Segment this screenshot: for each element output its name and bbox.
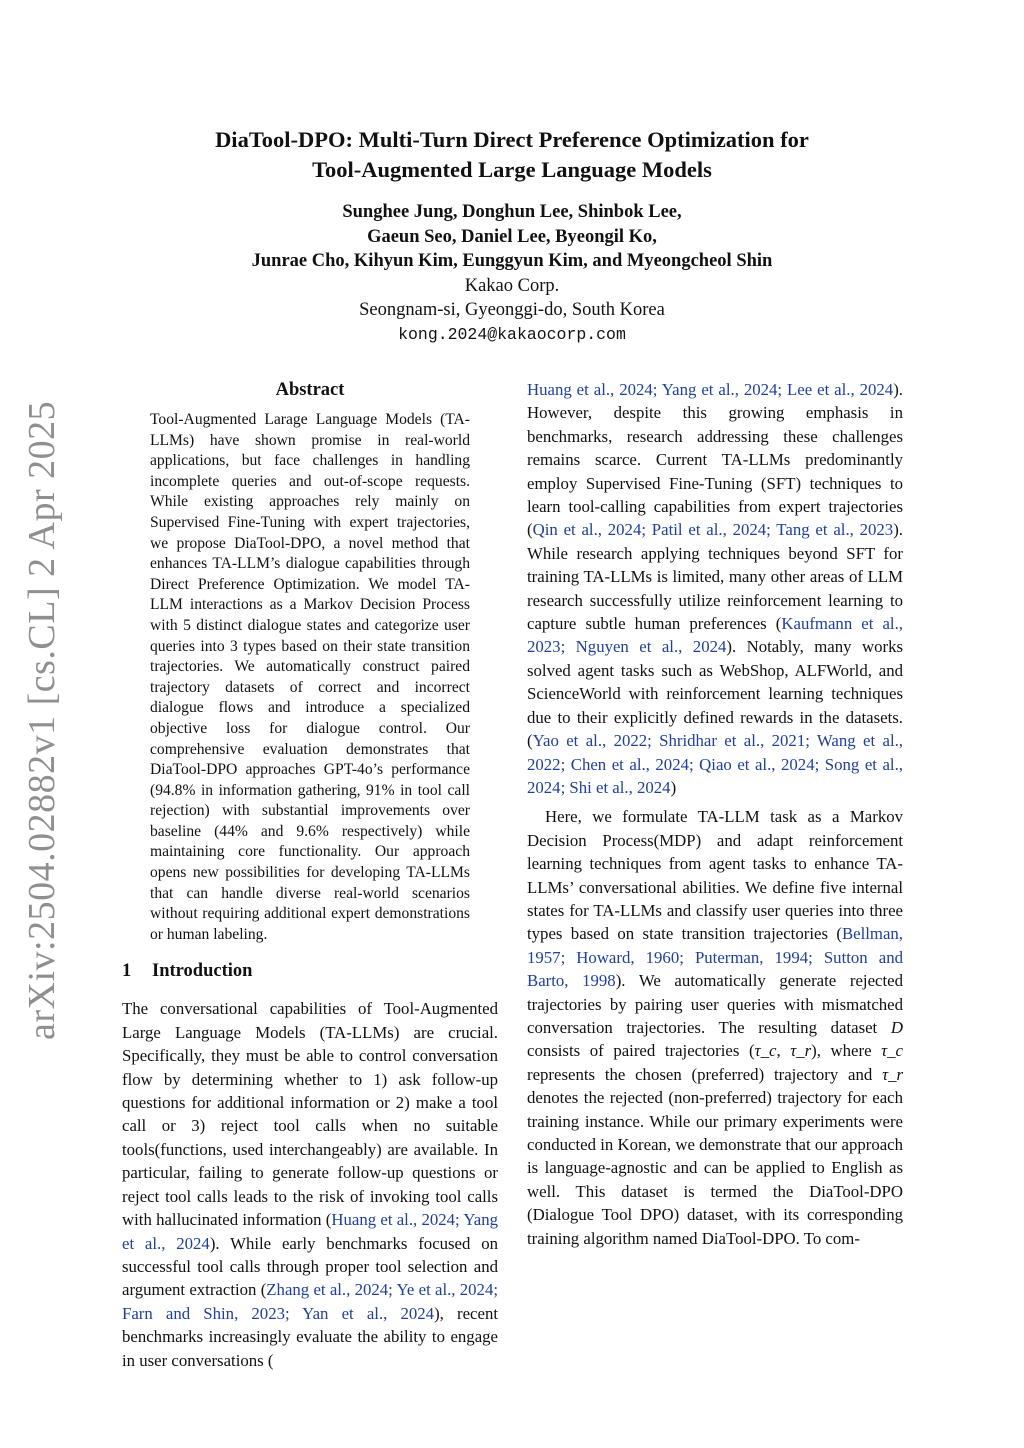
introduction-heading — [122, 959, 498, 983]
title-line-1: DiaTool-DPO: Multi-Turn Direct Preference Optimization for — [215, 127, 809, 152]
text-span: The conversational capabilities of Tool-Augmented Large Language Models (TA-LLMs) are crucial. Specifically, they must be able to control conversation flow by determining whether to 1) ask follow-up questions for additional information or 2) make a tool call or 3) reject tool calls when no suitable tools(functions, used interchangeably) are available. In particular, failing to generate follow-up questions or reject tool calls leads to the risk of invoking tool calls with hallucinated information ( — [122, 999, 498, 1230]
citation-link[interactable]: Qin et al., 2024; Patil et al., 2024; Tang et al., 2023 — [532, 520, 894, 540]
text-span: ). We automatically generate rejected trajectories by pairing user queries with mismatched conversation trajectories. The resulting dataset — [527, 971, 903, 1037]
author-block — [110, 200, 914, 347]
text-span: ). While early benchmarks focused on successful tool calls through proper tool selection and argument extraction ( — [122, 1233, 498, 1300]
text-span: represents the chosen (preferred) trajectory and — [527, 1064, 883, 1084]
math-tau-rejected: τ_r — [790, 1041, 812, 1061]
affiliation: Kakao Corp. — [464, 275, 560, 296]
arxiv-identifier: arXiv:2504.02882v1 [cs.CL] 2 Apr 2025 — [21, 400, 63, 1040]
text-span: ). However, despite this growing emphasis in benchmarks, research addressing these challenges remains scarce. Current TA-LLMs predominantly employ Supervised Fine-Tuning (SFT) techniques to learn tool-calling capabilities from expert trajectories ( — [527, 380, 903, 540]
citation-link[interactable]: Huang et al., 2024; Yang et al., 2024 — [122, 1210, 498, 1253]
text-span: ), where — [811, 1041, 882, 1061]
intro-paragraph-1 — [122, 997, 498, 1372]
text-span: , — [776, 1041, 791, 1061]
abstract-heading: Abstract — [275, 380, 345, 400]
citation-link[interactable]: Kaufmann et al., 2023; Nguyen et al., 2024 — [527, 614, 903, 657]
text-span: denotes the rejected (non-preferred) trajectory for each training instance. While our primary experiments were conducted in Korean, we demonstrate that our approach is language-agnostic and can be applied to English as well. This dataset is termed the DiaTool-DPO (Dialogue Tool DPO) dataset, with its corresponding training algorithm named DiaTool-DPO. To com- — [527, 1088, 903, 1248]
left-column — [122, 378, 498, 1372]
citation-link[interactable]: Huang et al., 2024; Yang et al., 2024; Lee et al., 2024 — [527, 380, 894, 399]
location: Seongnam-si, Gyeonggi-do, South Korea — [359, 300, 665, 320]
title-line-2: Tool-Augmented Large Language Models — [312, 157, 712, 182]
section-number: 1 — [122, 961, 132, 982]
abstract-text: Tool-Augmented Larage Language Models (TA-LLMs) have shown promise in real-world applications, but face challenges in handling incomplete queries and out-of-scope requests. While existing approaches rely mainly on Supervised Fine-Tuning with expert trajectories, we propose DiaTool-DPO, a novel method that enhances TA-LLM’s dialogue capabilities through Direct Preference Optimization. We model TA-LLM interactions as a Markov Decision Process with 5 distinct dialogue states and categorize user queries into 3 types based on their state transition trajectories. We automatically construct paired trajectory datasets of correct and incorrect dialogue flows and introduce a specialized objective loss for dialogue control. Our comprehensive evaluation demonstrates that DiaTool-DPO approaches GPT-4o’s performance (94.8% in information gathering, 91% in tool call rejection) with substantial improvements over baseline (44% and 9.6% respectively) while maintaining core functionality. Our approach opens new possibilities for developing TA-LLMs that can handle diverse real-world scenarios without requiring additional expert demonstrations or human labeling. — [150, 411, 470, 943]
text-span: ) — [670, 777, 677, 797]
math-tau-chosen: τ_c — [881, 1041, 904, 1061]
citation-link[interactable]: Bellman, 1957; Howard, 1960; Puterman, 1994; Sutton and Barto, 1998 — [527, 924, 903, 991]
intro-paragraph-2 — [527, 805, 903, 1250]
math-dataset-symbol: D — [890, 1017, 903, 1037]
right-column — [527, 378, 903, 1250]
email-link[interactable]: kong.2024@kakaocorp.com — [398, 324, 626, 344]
math-tau-chosen: τ_c — [754, 1041, 777, 1061]
text-span: ), recent benchmarks increasingly evaluate the ability to engage in user conversations ( — [122, 1303, 498, 1370]
text-span: Here, we formulate TA-LLM task as a Markov Decision Process(MDP) and adapt reinforcement learning techniques from agent tasks to enhance TA-LLMs’ conversational abilities. We define five internal states for TA-LLMs and classify user queries into three types based on state transition trajectories ( — [527, 807, 903, 944]
text-span: consists of paired trajectories ( — [527, 1041, 755, 1061]
citation-link[interactable]: Yao et al., 2022; Shridhar et al., 2021; Wang et al., 2022; Chen et al., 2024; Qiao et al., 2024; Song et al., 2024; Shi et al., 2024 — [527, 731, 903, 797]
text-span: ). While research applying techniques beyond SFT for training TA-LLMs is limited, many other areas of LLM research successfully utilize reinforcement learning to capture subtle human preferences ( — [527, 520, 903, 634]
paper-title — [110, 125, 914, 185]
section-title: Introduction — [152, 961, 253, 982]
text-span: ). Notably, many works solved agent tasks such as WebShop, ALFWorld, and ScienceWorld with reinforcement learning techniques due to their explicitly defined rewards in the datasets. ( — [527, 637, 904, 751]
authors-line-1: Sunghee Jung, Donghun Lee, Shinbok Lee, — [342, 202, 682, 222]
authors-line-2: Gaeun Seo, Daniel Lee, Byeongil Ko, — [367, 226, 657, 247]
math-tau-rejected: τ_r — [882, 1064, 903, 1084]
citation-link[interactable]: Zhang et al., 2024; Ye et al., 2024; Farn and Shin, 2023; Yan et al., 2024 — [122, 1280, 498, 1323]
authors-line-3: Junrae Cho, Kihyun Kim, Eunggyun Kim, and Myeongcheol Shin — [251, 251, 773, 271]
intro-paragraph-1-continued — [527, 378, 903, 799]
